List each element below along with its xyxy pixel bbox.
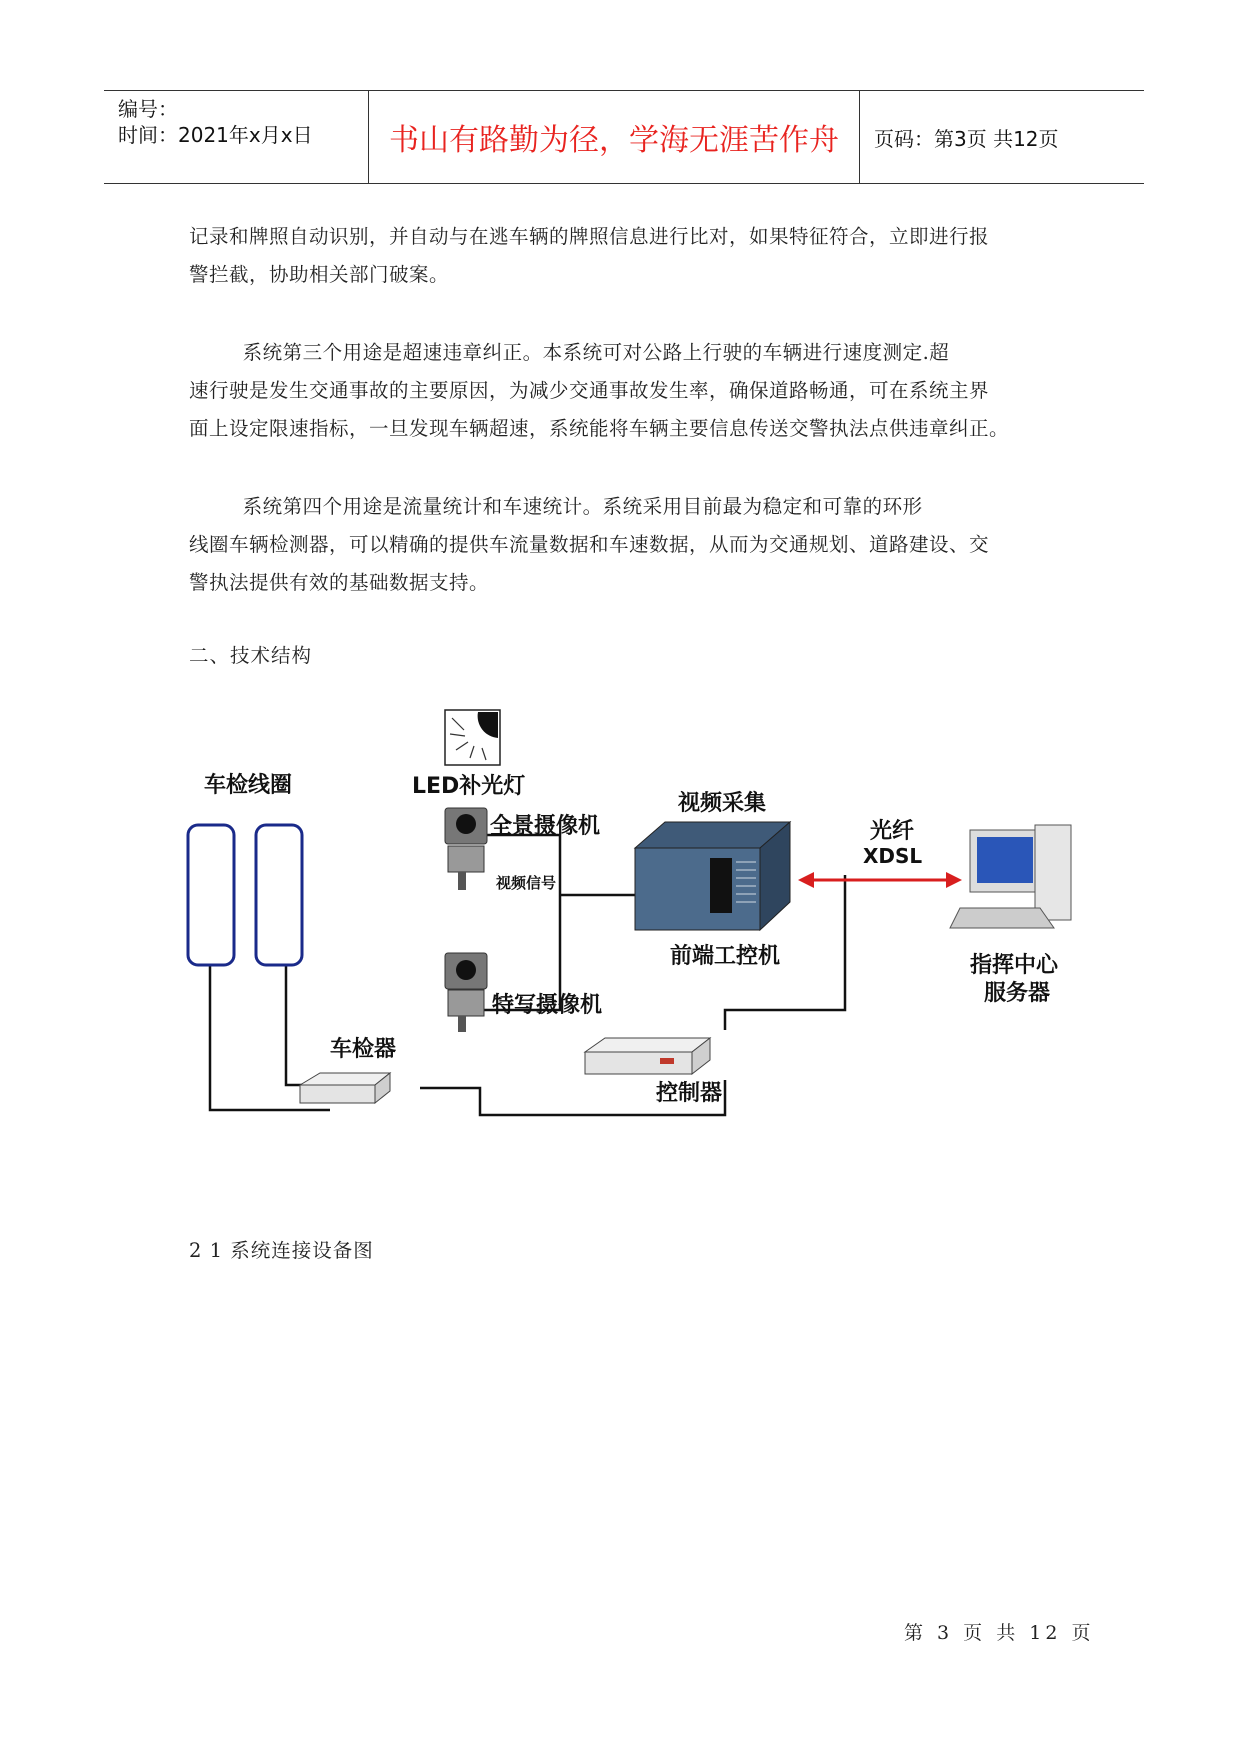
paragraph-line: 面上设定限速指标，一旦发现车辆超速，系统能将车辆主要信息传送交警执法点供违章纠正。: [189, 417, 1010, 440]
video-signal-label: 视频信号: [496, 874, 557, 892]
panorama-camera-icon: [445, 808, 487, 890]
paragraph-line: 警拦截，协助相关部门破案。: [189, 263, 450, 286]
vehicle-detector-label: 车检器: [330, 1037, 397, 1062]
panorama-camera-label: 全景摄像机: [490, 814, 601, 839]
paragraph-2: [189, 334, 1055, 448]
system-connection-diagram: [180, 690, 1090, 1130]
led-light-label: LED补光灯: [412, 774, 526, 799]
paragraph-3: [189, 488, 1055, 602]
paragraph-line: 速行驶是发生交通事故的主要原因，为减少交通事故发生率，确保道路畅通，可在系统主界: [189, 379, 990, 402]
command-server-label-2: 服务器: [984, 981, 1051, 1006]
front-ipc-label: 前端工控机: [670, 944, 781, 969]
section-heading: 二、技术结构: [189, 644, 313, 667]
paragraph-line: 记录和牌照自动识别，并自动与在逃车辆的牌照信息进行比对，如果特征符合，立即进行报: [189, 225, 990, 248]
header-motto: 书山有路勤为径，学海无涯苦作舟: [369, 91, 860, 183]
coil-loop-1: [188, 825, 234, 965]
closeup-camera-label: 特写摄像机: [492, 993, 603, 1018]
vehicle-detector-icon: [300, 1073, 390, 1103]
paragraph-line: 系统第三个用途是超速违章纠正。本系统可对公路上行驶的车辆进行速度测定.超: [189, 341, 950, 364]
header-meta-cell: [104, 91, 369, 183]
command-server-icon: [950, 825, 1071, 928]
figure-caption: 2 1 系统连接设备图: [189, 1239, 374, 1262]
coil-loop-2: [256, 825, 302, 965]
controller-icon: [585, 1038, 710, 1074]
coil-label: 车检线圈: [204, 773, 293, 798]
paragraph-line: 警执法提供有效的基础数据支持。: [189, 571, 490, 594]
controller-label: 控制器: [656, 1081, 723, 1106]
paragraph-1: [189, 218, 1055, 294]
xdsl-label: XDSL: [863, 844, 923, 868]
number-label: 编号：: [118, 97, 178, 121]
fiber-link-arrow: [798, 872, 962, 888]
paragraph-line: 线圈车辆检测器，可以精确的提供车流量数据和车速数据，从而为交通规划、道路建设、交: [189, 533, 990, 556]
paragraph-line: 系统第四个用途是流量统计和车速统计。系统采用目前最为稳定和可靠的环形: [189, 495, 923, 518]
fiber-label: 光纤: [870, 819, 915, 844]
led-light-icon: [445, 710, 500, 765]
command-server-label-1: 指挥中心: [970, 953, 1059, 978]
page-header: [104, 90, 1144, 184]
header-page-label: 页码：第3页 共12页: [874, 126, 1059, 151]
front-ipc-icon: [635, 822, 790, 930]
page-footer: 第 3 页 共 12 页: [904, 1622, 1095, 1644]
video-capture-label: 视频采集: [678, 791, 767, 816]
closeup-camera-icon: [445, 953, 487, 1032]
time-label: 时间：2021年x月x日: [118, 123, 313, 147]
